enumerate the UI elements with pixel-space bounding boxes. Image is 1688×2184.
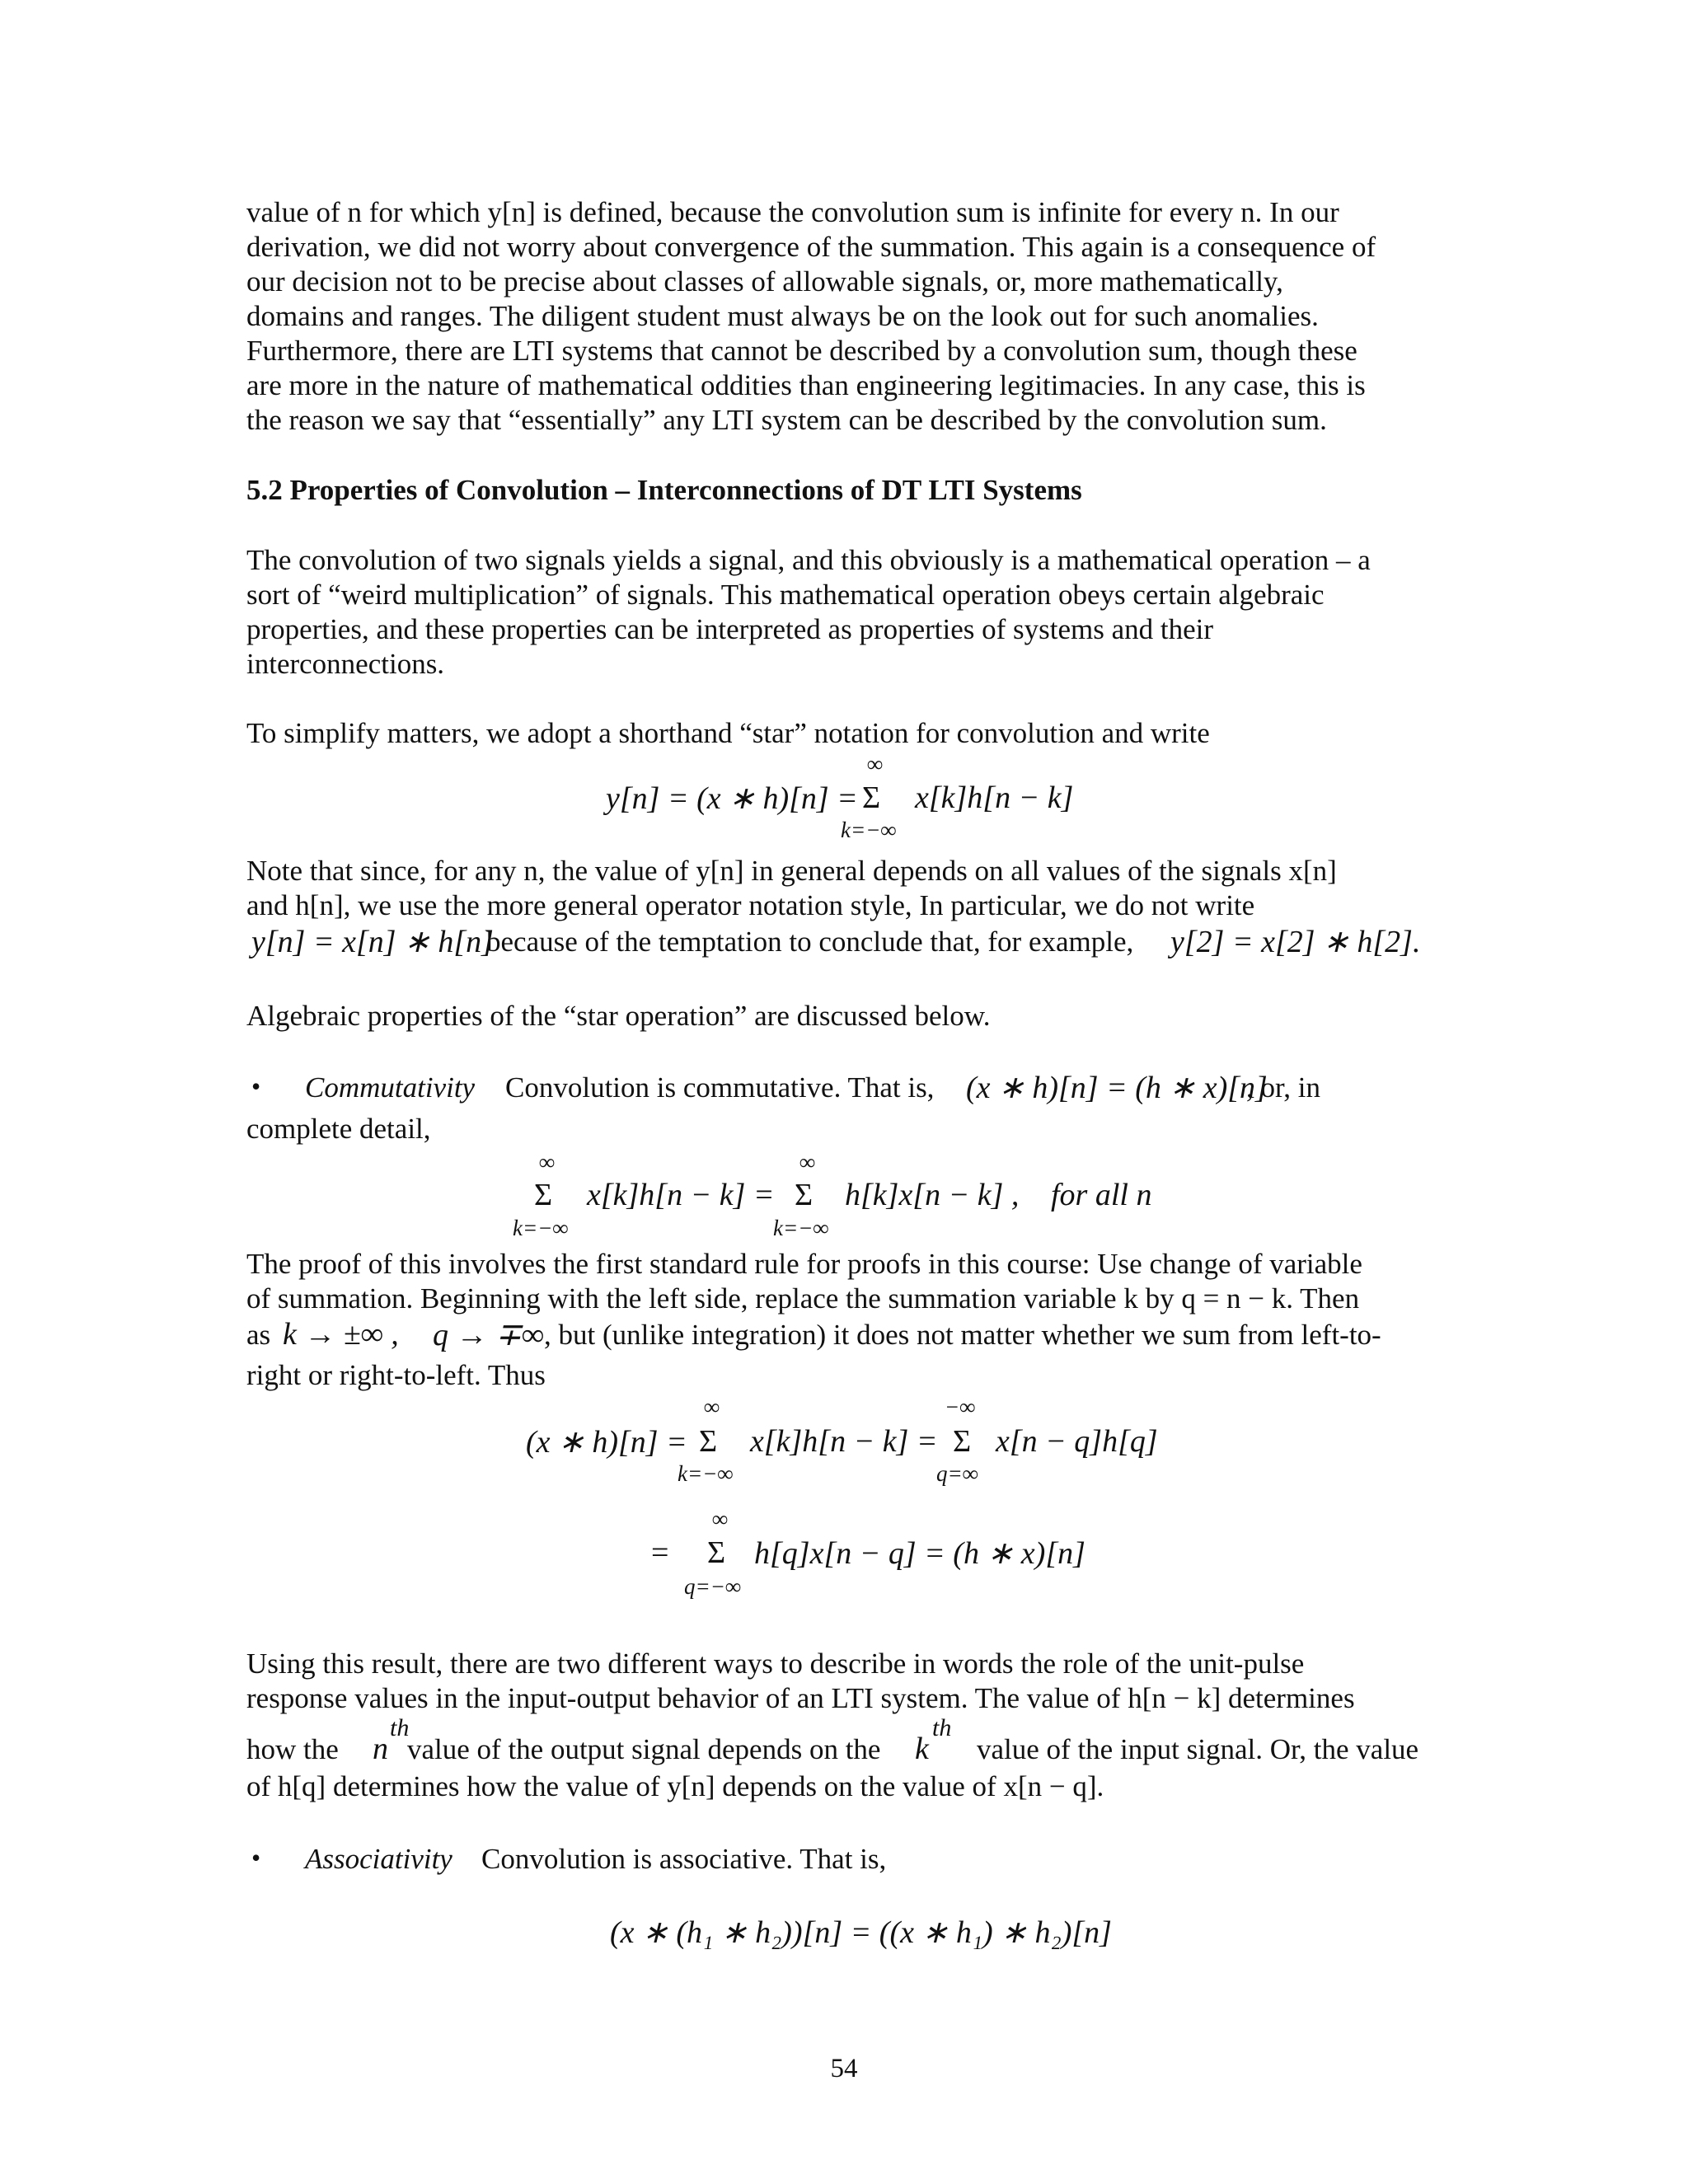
- text-line: To simplify matters, we adopt a shorthand “star” notation for convolution and write: [246, 717, 1210, 749]
- inline-formula: k → ±∞ ,: [283, 1317, 399, 1352]
- text-line: and h[n], we use the more general operator notation style, In particular, we do not write: [246, 889, 1255, 921]
- sum-lower-limit: k=−∞: [513, 1216, 569, 1240]
- text-line: Using this result, there are two different ways to describe in words the role of the unit-pulse: [246, 1647, 1305, 1680]
- equation-term: x[k]h[n − k] =: [587, 1178, 775, 1212]
- text-line: Furthermore, there are LTI systems that cannot be described by a convolution sum, though these: [246, 335, 1357, 367]
- equation-rhs: x[k]h[n − k]: [915, 780, 1074, 815]
- text-line: domains and ranges. The diligent student must always be on the look out for such anomalies.: [246, 300, 1319, 332]
- section-heading: 5.2 Properties of Convolution – Interconnections of DT LTI Systems: [246, 474, 1082, 506]
- text-line: The proof of this involves the first standard rule for proofs in this course: Use change of variable: [246, 1248, 1362, 1280]
- inline-symbol: n: [373, 1732, 388, 1766]
- equation-condition: for all n: [1051, 1178, 1152, 1212]
- sum-lower-limit: k=−∞: [841, 818, 897, 842]
- text-line: properties, and these properties can be interpreted as properties of systems and their: [246, 613, 1214, 645]
- text-line: because of the temptation to conclude that, for example,: [486, 926, 1134, 958]
- text-line: value of n for which y[n] is defined, because the convolution sum is infinite for every n. In our: [246, 196, 1339, 228]
- equation-lhs: (x ∗ h)[n] =: [526, 1425, 687, 1460]
- summation-symbol: Σ: [953, 1424, 972, 1459]
- sum-upper-limit: ∞: [867, 752, 884, 776]
- sum-lower-limit: k=−∞: [678, 1461, 734, 1486]
- text-line: Convolution is commutative. That is,: [505, 1071, 935, 1104]
- sum-upper-limit: ∞: [539, 1150, 556, 1174]
- text-line: are more in the nature of mathematical oddities than engineering legitimacies. In any case, this is: [246, 369, 1366, 401]
- inline-formula: y[2] = x[2] ∗ h[2].: [1170, 925, 1421, 959]
- text-line: our decision not to be precise about classes of allowable signals, or, more mathematically,: [246, 265, 1283, 298]
- text-line: response values in the input-output behavior of an LTI system. The value of h[n − k] determines: [246, 1682, 1355, 1714]
- sum-lower-limit: q=−∞: [684, 1574, 742, 1599]
- bullet-point: •: [251, 1843, 261, 1872]
- sum-upper-limit: ∞: [799, 1150, 816, 1174]
- equation-lhs: y[n] = (x ∗ h)[n] =: [606, 781, 858, 816]
- equation-term: x[k]h[n − k] =: [750, 1424, 938, 1459]
- text-line: value of the output signal depends on the: [407, 1733, 881, 1765]
- inline-formula: y[n] = x[n] ∗ h[n]: [251, 925, 494, 959]
- summation-symbol: Σ: [707, 1535, 726, 1570]
- superscript: th: [932, 1714, 952, 1741]
- text-line: , or, in: [1246, 1071, 1320, 1104]
- inline-formula: (x ∗ h)[n] = (h ∗ x)[n]: [966, 1071, 1268, 1105]
- sum-upper-limit: ∞: [712, 1507, 729, 1531]
- text-line: , but (unlike integration) it does not matter whether we sum from left-to-: [544, 1319, 1381, 1351]
- equation-term: x[n − q]h[q]: [996, 1424, 1158, 1459]
- bullet-point: •: [251, 1071, 261, 1101]
- text-line: as: [246, 1319, 271, 1351]
- page-number: 54: [830, 2054, 858, 2083]
- text-line: sort of “weird multiplication” of signals. This mathematical operation obeys certain algebraic: [246, 579, 1325, 611]
- text-line: interconnections.: [246, 648, 445, 680]
- text-line: Algebraic properties of the “star operation” are discussed below.: [246, 1000, 991, 1032]
- superscript: th: [390, 1714, 410, 1741]
- text-line: the reason we say that “essentially” any LTI system can be described by the convolution sum.: [246, 404, 1327, 436]
- text-line: Convolution is associative. That is,: [481, 1843, 887, 1875]
- property-term: Commutativity: [305, 1071, 476, 1104]
- sum-upper-limit: ∞: [704, 1394, 720, 1419]
- text-line: value of the input signal. Or, the value: [977, 1733, 1419, 1765]
- text-line: derivation, we did not worry about convergence of the summation. This again is a consequence of: [246, 231, 1376, 263]
- property-term: Associativity: [305, 1843, 452, 1875]
- text-line: of summation. Beginning with the left side, replace the summation variable k by q = n − k. Then: [246, 1282, 1360, 1315]
- equation-term: h[k]x[n − k] ,: [845, 1178, 1020, 1212]
- sum-lower-limit: q=∞: [936, 1461, 978, 1486]
- equation-term: h[q]x[n − q] = (h ∗ x)[n]: [754, 1536, 1085, 1571]
- text-line: The convolution of two signals yields a signal, and this obviously is a mathematical operation – a: [246, 544, 1371, 576]
- text-line: Note that since, for any n, the value of y[n] in general depends on all values of the signals x[n]: [246, 855, 1337, 887]
- inline-formula: q → ∓∞: [433, 1318, 544, 1352]
- text-line: complete detail,: [246, 1113, 431, 1145]
- inline-symbol: k: [915, 1732, 929, 1766]
- equation-associativity: (x ∗ (h₁ ∗ h₂))[n] = ((x ∗ h₁) ∗ h₂)[n]: [610, 1915, 1112, 1950]
- summation-symbol: Σ: [862, 780, 881, 815]
- sum-lower-limit: k=−∞: [773, 1216, 829, 1240]
- summation-symbol: Σ: [699, 1424, 718, 1459]
- text-line: how the: [246, 1733, 339, 1765]
- text-line: of h[q] determines how the value of y[n] depends on the value of x[n − q].: [246, 1770, 1104, 1802]
- sum-upper-limit: −∞: [945, 1394, 976, 1419]
- text-line: right or right-to-left. Thus: [246, 1359, 546, 1391]
- summation-symbol: Σ: [534, 1178, 553, 1212]
- summation-symbol: Σ: [795, 1178, 814, 1212]
- equation-lhs: =: [651, 1535, 669, 1570]
